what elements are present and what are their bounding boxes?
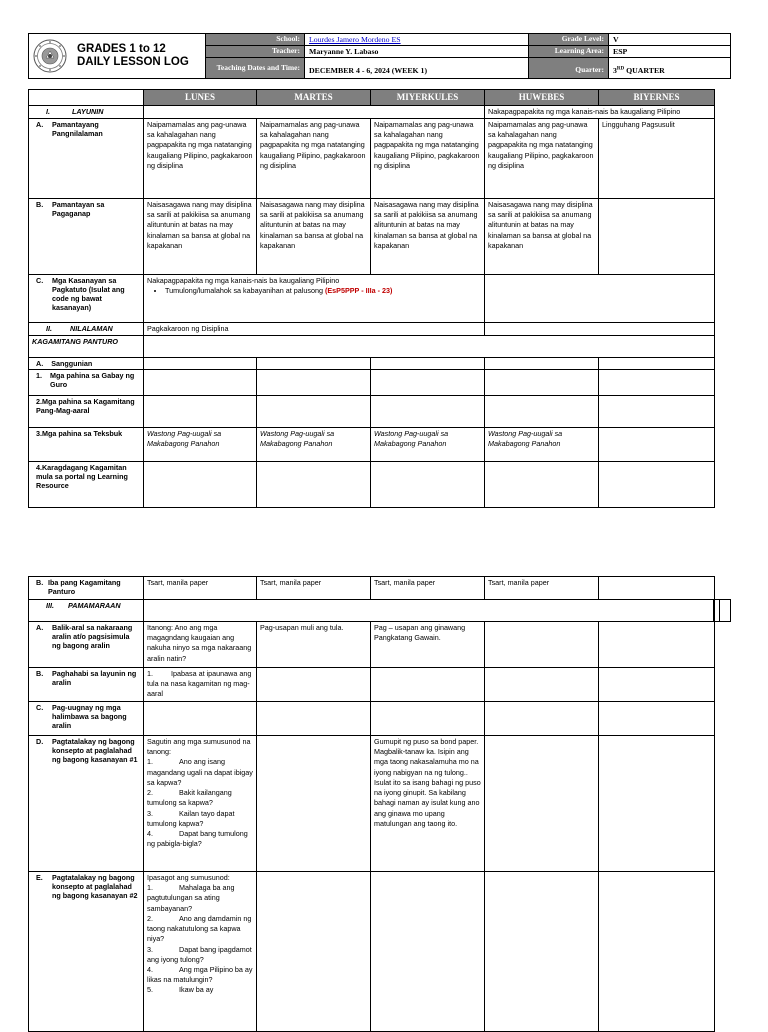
pangnilalaman-friday: Lingguhang Pagsusulit: [599, 118, 715, 198]
row-letter-b2: B.: [36, 578, 44, 587]
quarter-word: QUARTER: [624, 66, 665, 76]
iba-thursday: Tsart, manila paper: [485, 577, 599, 600]
sanggunian-tuesday: [257, 358, 371, 370]
iba-wednesday: Tsart, manila paper: [371, 577, 485, 600]
pagaganap-wednesday: Naisasagawa nang may disiplina sa sarili at pakikiisa sa anumang alituntunin at batas na may kinalaman sa bansa at global na kapakanan: [371, 198, 485, 274]
pagtatalakay1-friday: [599, 736, 715, 872]
paghahabi-monday: [144, 668, 257, 702]
day-header-tuesday: MARTES: [257, 90, 371, 106]
pagtatalakay2-thursday: [485, 872, 599, 1032]
gabay-tuesday: [257, 370, 371, 396]
kasanayan-bullet-text: Tumulong/lumalahok sa kabayanihan at palusong: [165, 286, 323, 296]
nilalaman-heading: [29, 322, 144, 335]
uugnay-tuesday: [257, 702, 371, 736]
pangnilalaman-monday: Naipamamalas ang pag-unawa sa kahalagahan nang pagpapakita ng mga natatanging kaugaliang Pilipino, pagkakaroon ng disiplina: [144, 118, 257, 198]
pagtatalakay2-item: 3. Dapat bang ipagdamot ang iyong tulong?: [147, 944, 252, 964]
kasanayan-code: (EsP5PPP - IIIa - 23): [324, 286, 393, 296]
day-header-friday: BIYERNES: [599, 90, 715, 106]
row-text-1: Mga pahina sa Gabay ng Guro: [50, 371, 135, 390]
paghahabi-num: 1.: [147, 669, 153, 678]
gabay-friday: [599, 370, 715, 396]
pagtatalakay1-tuesday: [257, 736, 371, 872]
row-label-pamantayang-pangnilalaman: [29, 118, 144, 198]
balik-aral-wednesday: Pag – usapan ang ginawang Pangkatang Gawain.: [371, 622, 485, 668]
row-label-karagdagang-kagamitan: [29, 462, 144, 508]
iba-friday: [599, 577, 715, 600]
form-title-line1: GRADES 1 to 12: [77, 43, 166, 56]
form-title-line2: DAILY LESSON LOG: [77, 56, 189, 69]
balik-aral-tuesday: Pag-usapan muli ang tula.: [257, 622, 371, 668]
day-header-wednesday: MIYERKULES: [371, 90, 485, 106]
sanggunian-letter: A.: [36, 359, 44, 369]
row-letter-b: B.: [36, 199, 44, 209]
lm-wednesday: [371, 396, 485, 428]
quarter-label: Quarter:: [529, 58, 609, 79]
kasanayan-content: [144, 274, 485, 322]
row-text-a: Pamantayang Pangnilalaman: [52, 119, 103, 138]
uugnay-thursday: [485, 702, 599, 736]
sanggunian-wednesday: [371, 358, 485, 370]
quarter-number: 3: [613, 66, 617, 76]
lm-monday: [144, 396, 257, 428]
sanggunian-thursday: [485, 358, 599, 370]
lr-wednesday: [371, 462, 485, 508]
pagtatalakay1-intro: Sagutin ang mga sumusunod na tanong:: [147, 737, 251, 757]
lr-friday: [599, 462, 715, 508]
pagtatalakay2-item: 1. Mahalaga ba ang pagtutulungan sa ating sambayanan?: [147, 883, 235, 913]
deped-seal-icon: [33, 39, 67, 73]
uugnay-wednesday: [371, 702, 485, 736]
school-value[interactable]: [305, 34, 529, 46]
pamamaraan-heading: [29, 600, 144, 622]
row-letter-b3: B.: [36, 669, 44, 678]
row-text-d2: Pagtatalakay ng bagong konsepto at paglalahad ng bagong kasanayan #1: [52, 737, 138, 764]
layunin-text: Nakapagpapakita ng mga kanais-nais ba kaugaliang Pilipino: [485, 105, 715, 118]
row-label-pag-uugnay: [29, 702, 144, 736]
paghahabi-friday: [599, 668, 715, 702]
row-text-b2: Iba pang Kagamitang Panturo: [48, 578, 121, 596]
row-letter-a2: A.: [36, 623, 44, 632]
paghahabi-wednesday: [371, 668, 485, 702]
pagtatalakay1-item: 2. Bakit kailangang tumulong sa kapwa?: [147, 788, 232, 808]
row-num-1: 1.: [36, 371, 42, 381]
pagtatalakay1-monday: [144, 736, 257, 872]
layunin-label: LAYUNIN: [72, 106, 104, 116]
pagaganap-friday: [599, 198, 715, 274]
layunin-num: I.: [46, 106, 50, 116]
nilalaman-text: Pagkakaroon ng Disiplina: [144, 322, 485, 335]
learning-area-label: Learning Area:: [529, 46, 609, 58]
nilalaman-empty: [485, 322, 715, 335]
lr-tuesday: [257, 462, 371, 508]
row-label-pagtatalakay-2: [29, 872, 144, 1032]
pangnilalaman-thursday: Naipamamalas ang pag-unawa sa kahalagahan nang pagpapakita ng mga natatanging kaugaliang Pilipino, pagkakaroon ng disiplina: [485, 118, 599, 198]
row-label-balik-aral: [29, 622, 144, 668]
pangnilalaman-tuesday: Naipamamalas ang pag-unawa sa kahalagahan nang pagpapakita ng mga natatanging kaugaliang Pilipino, pagkakaroon ng disiplina: [257, 118, 371, 198]
row-text-4: 4.Karagdagang Kagamitan mula sa portal ng Learning Resource: [36, 463, 128, 491]
day-header-monday: LUNES: [144, 90, 257, 106]
pamamaraan-label: PAMAMARAAN: [68, 601, 121, 610]
pamamaraan-empty: [144, 600, 715, 622]
kagamitan-heading: KAGAMITANG PANTURO: [29, 336, 144, 358]
lr-monday: [144, 462, 257, 508]
row-text-c: Mga Kasanayan sa Pagkatuto (Isulat ang code ng bawat kasanayan): [52, 275, 125, 312]
row-text-e2: Pagtatalakay ng bagong konsepto at paglalahad ng bagong kasanayan #2: [52, 873, 138, 900]
pagtatalakay1-item: 1. Ano ang isang magandang ugali na dapat ibigay sa kapwa?: [147, 757, 253, 787]
balik-aral-thursday: [485, 622, 599, 668]
iba-monday: Tsart, manila paper: [144, 577, 257, 600]
dates-value: DECEMBER 4 - 6, 2024 (WEEK 1): [305, 58, 529, 79]
kasanayan-line1: Nakapagpapakita ng mga kanais-nais ba kaugaliang Pilipino: [147, 275, 340, 285]
pagaganap-tuesday: Naisasagawa nang may disiplina sa sarili at pakikiisa sa anumang alituntunin at batas na may kinalaman sa bansa at global na kapakanan: [257, 198, 371, 274]
teksbuk-friday: [599, 428, 715, 462]
pagtatalakay2-intro: Ipasagot ang sumusunod:: [147, 873, 230, 882]
lm-thursday: [485, 396, 599, 428]
gabay-wednesday: [371, 370, 485, 396]
pagtatalakay1-item: 4. Dapat bang tumulong ng pabigla-bigla?: [147, 828, 248, 849]
day-header-thursday: HUWEBES: [485, 90, 599, 106]
nilalaman-num: II.: [46, 323, 52, 333]
balik-aral-friday: [599, 622, 715, 668]
pagtatalakay1-wednesday: Gumupit ng puso sa bond paper. Magbalik-tanaw ka. Isipin ang mga taong nakasalamuha mo na iyong nabigyan na ng tulong.. Isulat ito sa isang bahagi ng puso na iyong ginupit. Sa kabilang bahagi naman ay isulat kung ano ang ginawa mo upang matulungan ang taong ito.: [371, 736, 485, 872]
teksbuk-monday: Wastong Pag-uugali sa Makabagong Panahon: [144, 428, 257, 462]
row-text-c2: Pag-uugnay ng mga halimbawa sa bagong aralin: [52, 703, 127, 730]
lr-thursday: [485, 462, 599, 508]
row-label-pagtatalakay-1: [29, 736, 144, 872]
pagtatalakay2-monday: [144, 872, 257, 1032]
uugnay-friday: [599, 702, 715, 736]
row-letter-a: A.: [36, 119, 44, 129]
pangnilalaman-wednesday: Naipamamalas ang pag-unawa sa kahalagahan nang pagpapakita ng mga natatanging kaugaliang Pilipino, pagkakaroon ng disiplina: [371, 118, 485, 198]
lesson-table-1: [28, 89, 714, 508]
pagaganap-thursday: Naisasagawa nang may disiplina sa sarili at pakikiisa sa anumang alituntunin at batas na may kinalaman sa bansa at global na kapakanan: [485, 198, 599, 274]
sanggunian-heading: [29, 358, 144, 370]
sanggunian-label: Sanggunian: [51, 359, 93, 369]
row-text-a2: Balik-aral sa nakaraang aralin at/o pagsisimula ng bagong aralin: [52, 623, 133, 650]
gabay-monday: [144, 370, 257, 396]
row-label-paghahabi: [29, 668, 144, 702]
row-label-iba-pang-kagamitan: [29, 577, 144, 600]
lm-friday: [599, 396, 715, 428]
row-label-kasanayan: [29, 274, 144, 322]
lesson-table-2: [28, 576, 714, 1032]
teacher-label: Teacher:: [206, 46, 305, 58]
row-letter-c: C.: [36, 275, 44, 285]
paghahabi-tuesday: [257, 668, 371, 702]
pagtatalakay2-item: 4. Ang mga Pilipino ba ay likas na matulungin?: [147, 964, 253, 985]
row-text-b3: Paghahabi sa layunin ng aralin: [52, 669, 137, 687]
row-label-pamantayan-sa-pagaganap: [29, 198, 144, 274]
header-title-cell: [29, 34, 206, 79]
grade-level-value: V: [609, 34, 731, 46]
pagtatalakay2-friday: [599, 872, 715, 1032]
row-letter-c2: C.: [36, 703, 44, 712]
nilalaman-label: NILALAMAN: [70, 323, 113, 333]
iba-tuesday: Tsart, manila paper: [257, 577, 371, 600]
kagamitan-empty: [144, 336, 715, 358]
pamamaraan-num: III.: [46, 601, 54, 610]
row-letter-d2: D.: [36, 737, 44, 746]
sanggunian-monday: [144, 358, 257, 370]
pagtatalakay1-item: 3. Kailan tayo dapat tumulong kapwa?: [147, 808, 235, 828]
school-label: School:: [206, 34, 305, 46]
paghahabi-thursday: [485, 668, 599, 702]
uugnay-monday: [144, 702, 257, 736]
row-letter-e2: E.: [36, 873, 43, 882]
layunin-empty: [144, 105, 485, 118]
lm-tuesday: [257, 396, 371, 428]
corner-cell: [29, 90, 144, 106]
stray-box-2: [719, 599, 731, 622]
quarter-suffix: RD: [616, 66, 625, 72]
row-label-teksbuk: [29, 428, 144, 462]
pagtatalakay2-item: 2. Ano ang damdamin ng taong nakatutulong sa kapwa niya?: [147, 913, 252, 944]
row-text-3: 3.Mga pahina sa Teksbuk: [36, 429, 123, 439]
school-link[interactable]: Lourdes Jamero Mordeno ES: [309, 35, 401, 44]
pagtatalakay1-thursday: [485, 736, 599, 872]
teksbuk-wednesday: Wastong Pag-uugali sa Makabagong Panahon: [371, 428, 485, 462]
paghahabi-text: Ipabasa at ipaunawa ang tula na nasa kagamitan ng mag- aaral: [147, 669, 252, 699]
learning-area-value: ESP: [609, 46, 731, 58]
pagtatalakay2-wednesday: [371, 872, 485, 1032]
row-text-2: 2.Mga pahina sa Kagamitang Pang-Mag-aaral: [36, 397, 135, 416]
teksbuk-thursday: Wastong Pag-uugali sa Makabagong Panahon: [485, 428, 599, 462]
balik-aral-monday: Itanong: Ano ang mga magagndang kaugaian ang nakuha ninyo sa mga nakaraang aralin natin?: [144, 622, 257, 668]
sanggunian-friday: [599, 358, 715, 370]
header-block: [28, 33, 730, 78]
grade-level-label: Grade Level:: [529, 34, 609, 46]
dates-label: Teaching Dates and Time:: [206, 58, 305, 79]
row-text-b: Pamantayan sa Pagaganap: [52, 199, 105, 218]
teacher-value: Maryanne Y. Labaso: [305, 46, 529, 58]
pagtatalakay2-item: 5. Ikaw ba ay: [147, 985, 214, 995]
row-label-kagamitang-pang-mag-aaral: [29, 396, 144, 428]
kasanayan-bullet: [165, 286, 481, 296]
quarter-value: [609, 58, 731, 79]
gabay-thursday: [485, 370, 599, 396]
kasanayan-empty: [485, 274, 715, 322]
teksbuk-tuesday: Wastong Pag-uugali sa Makabagong Panahon: [257, 428, 371, 462]
pagtatalakay2-tuesday: [257, 872, 371, 1032]
layunin-heading: [29, 105, 144, 118]
pagaganap-monday: Naisasagawa nang may disiplina sa sarili at pakikiisa sa anumang alituntunin at batas na may kinalaman sa bansa at global na kapakanan: [144, 198, 257, 274]
row-label-gabay-guro: [29, 370, 144, 396]
